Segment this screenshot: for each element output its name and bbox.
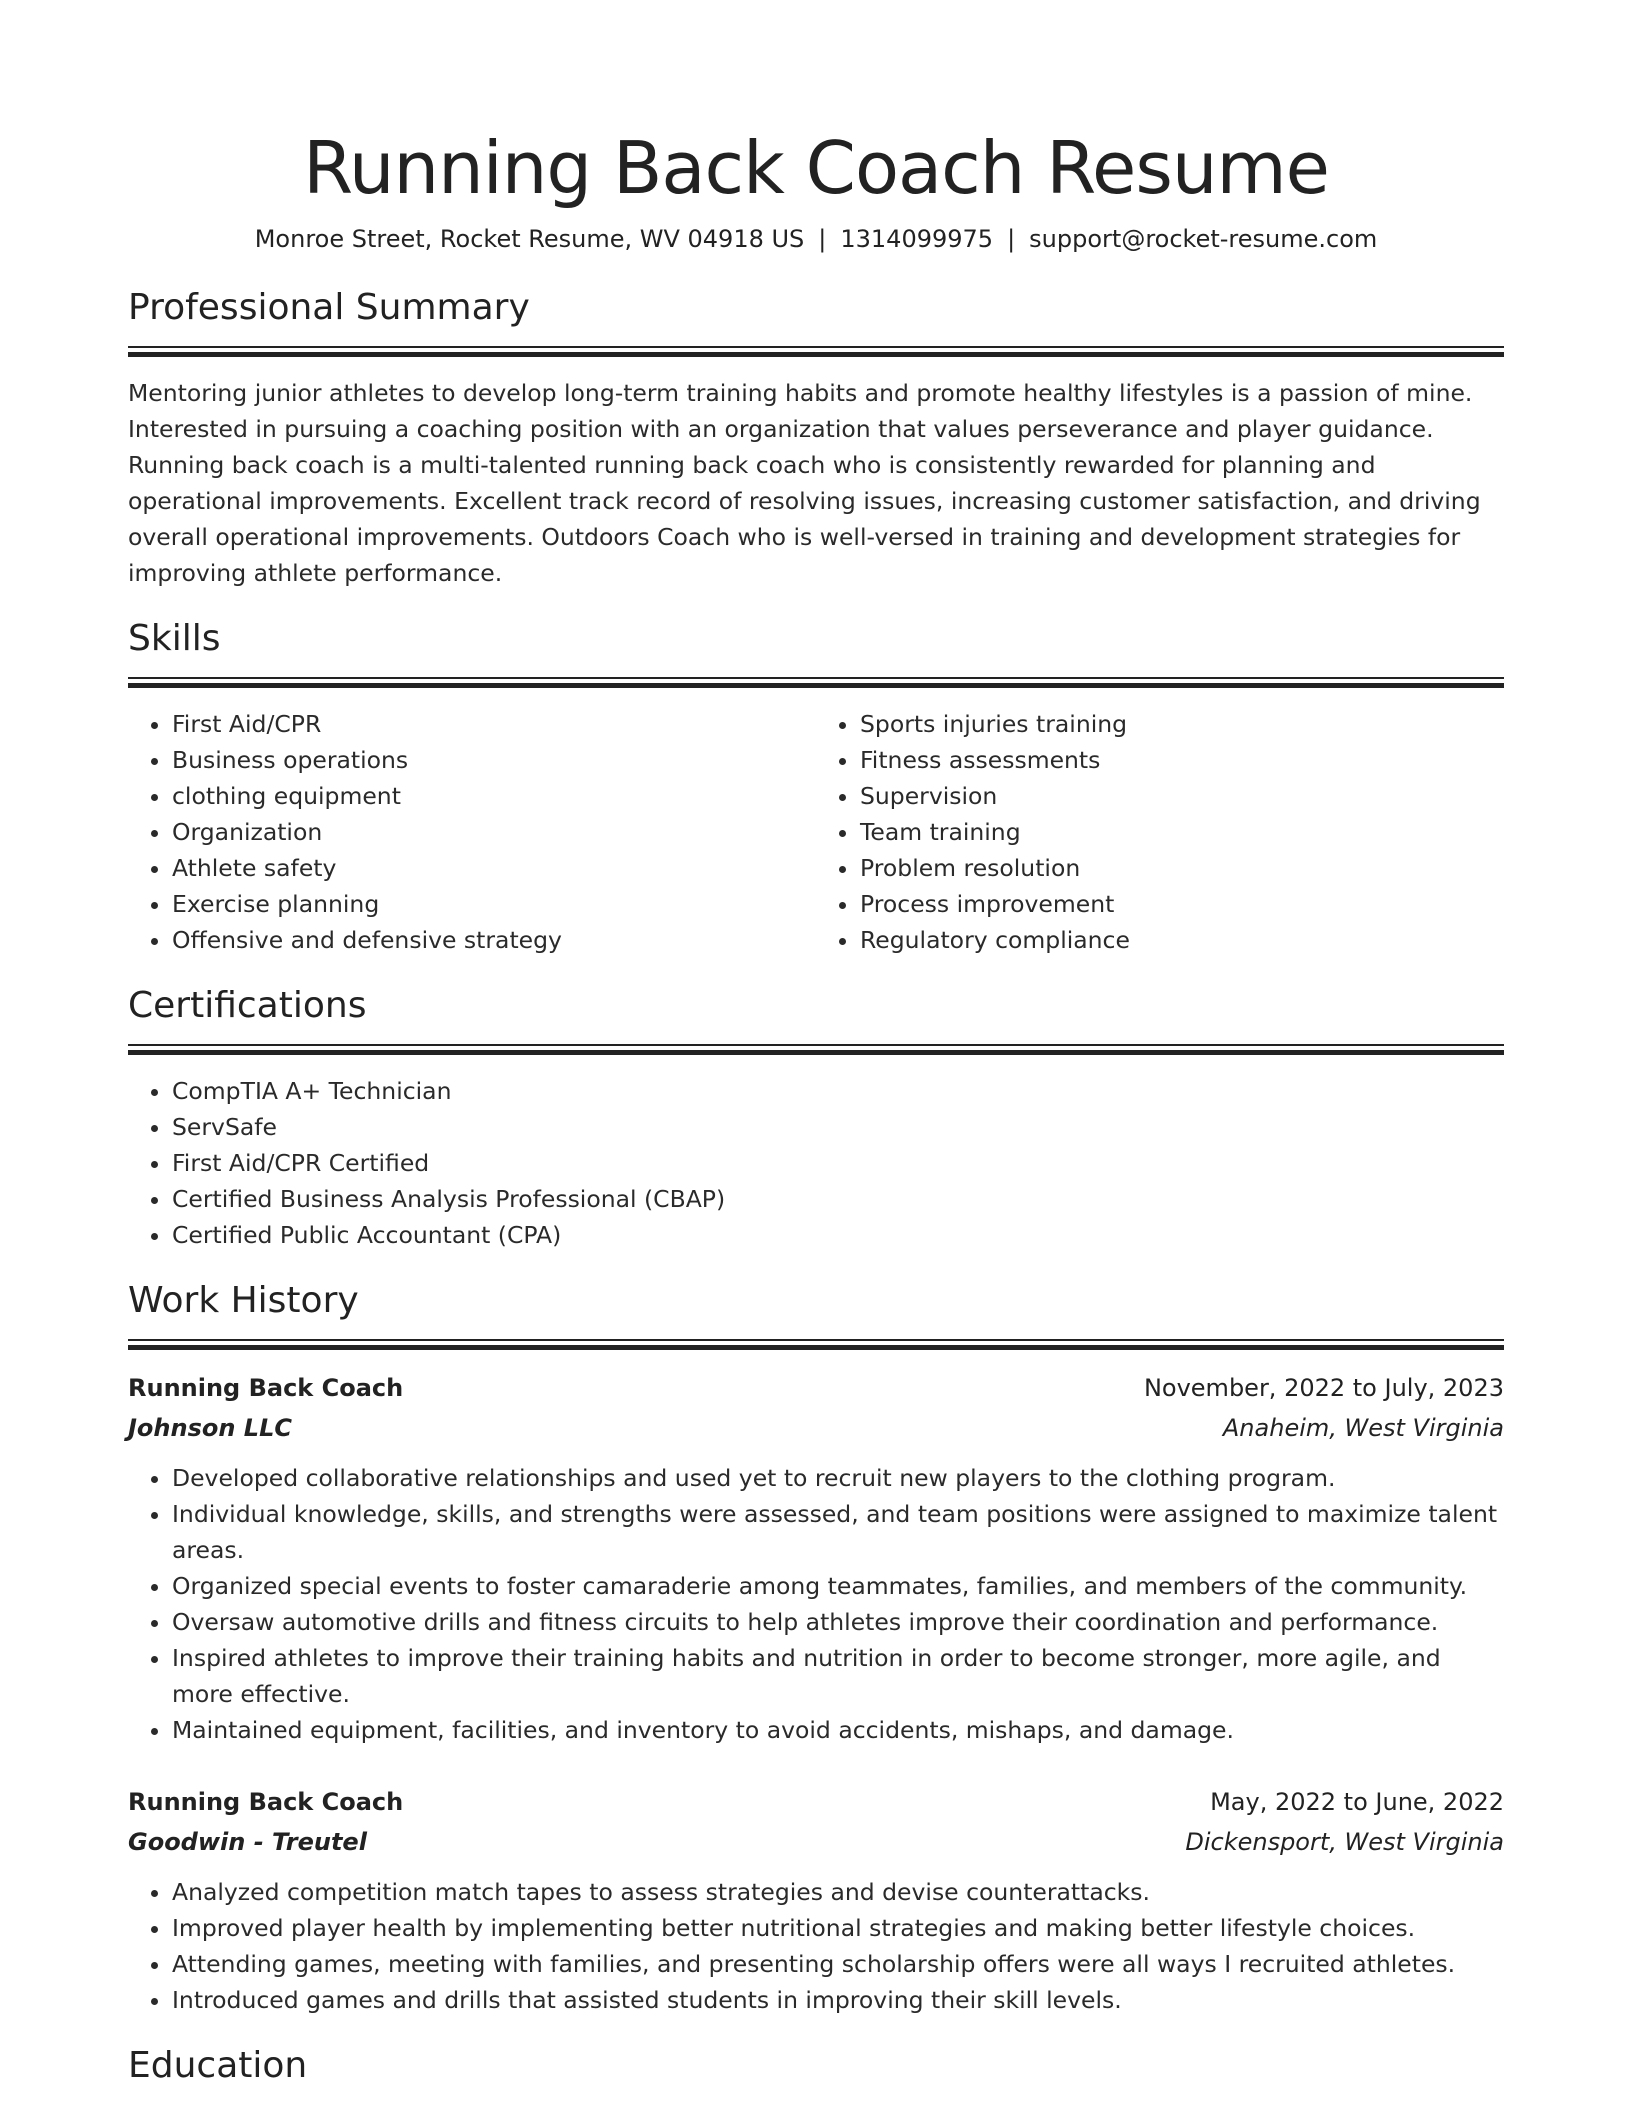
job-company-row	[128, 1408, 1504, 1448]
skill-item: • clothing equipment	[172, 778, 816, 814]
education-heading: Education	[128, 2045, 308, 2086]
skills-list-right	[816, 706, 1504, 958]
skill-item: • Fitness assessments	[860, 742, 1504, 778]
certification-item: • First Aid/CPR Certified	[172, 1145, 1504, 1181]
certification-item: • ServSafe	[172, 1109, 1504, 1145]
certifications-list	[128, 1073, 1504, 1253]
job-entry	[128, 1782, 1504, 2018]
skill-item: • Sports injuries training	[860, 706, 1504, 742]
education-section	[128, 2044, 1504, 2088]
section-divider	[128, 677, 1504, 688]
skill-item: • Regulatory compliance	[860, 922, 1504, 958]
job-duty: • Introduced games and drills that assisted students in improving their skill levels.	[172, 1982, 1504, 2018]
section-divider	[128, 1339, 1504, 1350]
certification-item: • Certified Business Analysis Professional (CBAP)	[172, 1181, 1504, 1217]
summary-section	[128, 286, 1504, 591]
job-dates: November, 2022 to July, 2023	[1143, 1374, 1504, 1402]
contact-email: support@rocket-resume.com	[1029, 225, 1378, 253]
job-company-row	[128, 1822, 1504, 1862]
job-duty: • Maintained equipment, facilities, and inventory to avoid accidents, mishaps, and damage.	[172, 1712, 1504, 1748]
job-title: Running Back Coach	[128, 1788, 404, 1816]
contact-separator: |	[1007, 225, 1016, 253]
skills-heading: Skills	[128, 618, 221, 659]
job-header-row	[128, 1368, 1504, 1408]
contact-address: Monroe Street, Rocket Resume, WV 04918 US	[254, 225, 805, 253]
skill-item: • Problem resolution	[860, 850, 1504, 886]
job-duty: • Individual knowledge, skills, and strengths were assessed, and team positions were assigned to maximize talent areas.	[172, 1496, 1504, 1568]
job-company: Goodwin - Treutel	[128, 1828, 367, 1856]
skill-item: • Exercise planning	[172, 886, 816, 922]
job-company: Johnson LLC	[128, 1414, 293, 1442]
section-divider	[128, 346, 1504, 357]
resume-title: Running Back Coach Resume	[303, 126, 1329, 210]
job-duty: • Developed collaborative relationships and used yet to recruit new players to the clothing program.	[172, 1460, 1504, 1496]
contact-line	[128, 222, 1504, 256]
certifications-section	[128, 984, 1504, 1253]
job-duty: • Oversaw automotive drills and fitness circuits to help athletes improve their coordination and performance.	[172, 1604, 1504, 1640]
summary-heading: Professional Summary	[128, 287, 530, 328]
skill-item: • Organization	[172, 814, 816, 850]
section-divider	[128, 1044, 1504, 1055]
job-dates: May, 2022 to June, 2022	[1210, 1788, 1504, 1816]
job-title: Running Back Coach	[128, 1374, 404, 1402]
work-history-heading: Work History	[128, 1280, 359, 1321]
certifications-heading: Certifications	[128, 985, 367, 1026]
certification-item: • Certified Public Accountant (CPA)	[172, 1217, 1504, 1253]
job-duty: • Organized special events to foster camaraderie among teammates, families, and members of the community.	[172, 1568, 1504, 1604]
resume-page	[128, 0, 1504, 2088]
job-location: Dickensport, West Virginia	[1185, 1828, 1504, 1856]
job-header-row	[128, 1782, 1504, 1822]
contact-separator: |	[818, 225, 827, 253]
skills-section	[128, 617, 1504, 958]
skills-grid	[128, 688, 1504, 958]
skill-item: • Offensive and defensive strategy	[172, 922, 816, 958]
skill-item: • Business operations	[172, 742, 816, 778]
skill-item: • Process improvement	[860, 886, 1504, 922]
job-entry	[128, 1368, 1504, 1748]
job-duty: • Attending games, meeting with families, and presenting scholarship offers were all ways I recruited athletes.	[172, 1946, 1504, 1982]
job-duty: • Inspired athletes to improve their training habits and nutrition in order to become stronger, more agile, and more effective.	[172, 1640, 1504, 1712]
job-duty: • Improved player health by implementing better nutritional strategies and making better lifestyle choices.	[172, 1910, 1504, 1946]
certification-item: • CompTIA A+ Technician	[172, 1073, 1504, 1109]
summary-text: Mentoring junior athletes to develop long-term training habits and promote healthy lifestyles is a passion of mine. Interested in pursuing a coaching position with an organization that values perseverance and player guidance. Running back coach is a multi-talented running back coach who is consistently rewarded for planning and operational improvements. Excellent track record of resolving issues, increasing customer satisfaction, and driving overall operational improvements. Outdoors Coach who is well-versed in training and development strategies for improving athlete performance.	[128, 379, 1481, 587]
skill-item: • Team training	[860, 814, 1504, 850]
contact-phone: 1314099975	[840, 225, 994, 253]
job-duty: • Analyzed competition match tapes to assess strategies and devise counterattacks.	[172, 1874, 1504, 1910]
skills-list-left	[128, 706, 816, 958]
work-history-section	[128, 1279, 1504, 2018]
job-duties-list	[128, 1874, 1504, 2018]
skill-item: • Athlete safety	[172, 850, 816, 886]
skill-item: • First Aid/CPR	[172, 706, 816, 742]
job-location: Anaheim, West Virginia	[1222, 1414, 1504, 1442]
skill-item: • Supervision	[860, 778, 1504, 814]
job-duties-list	[128, 1460, 1504, 1748]
